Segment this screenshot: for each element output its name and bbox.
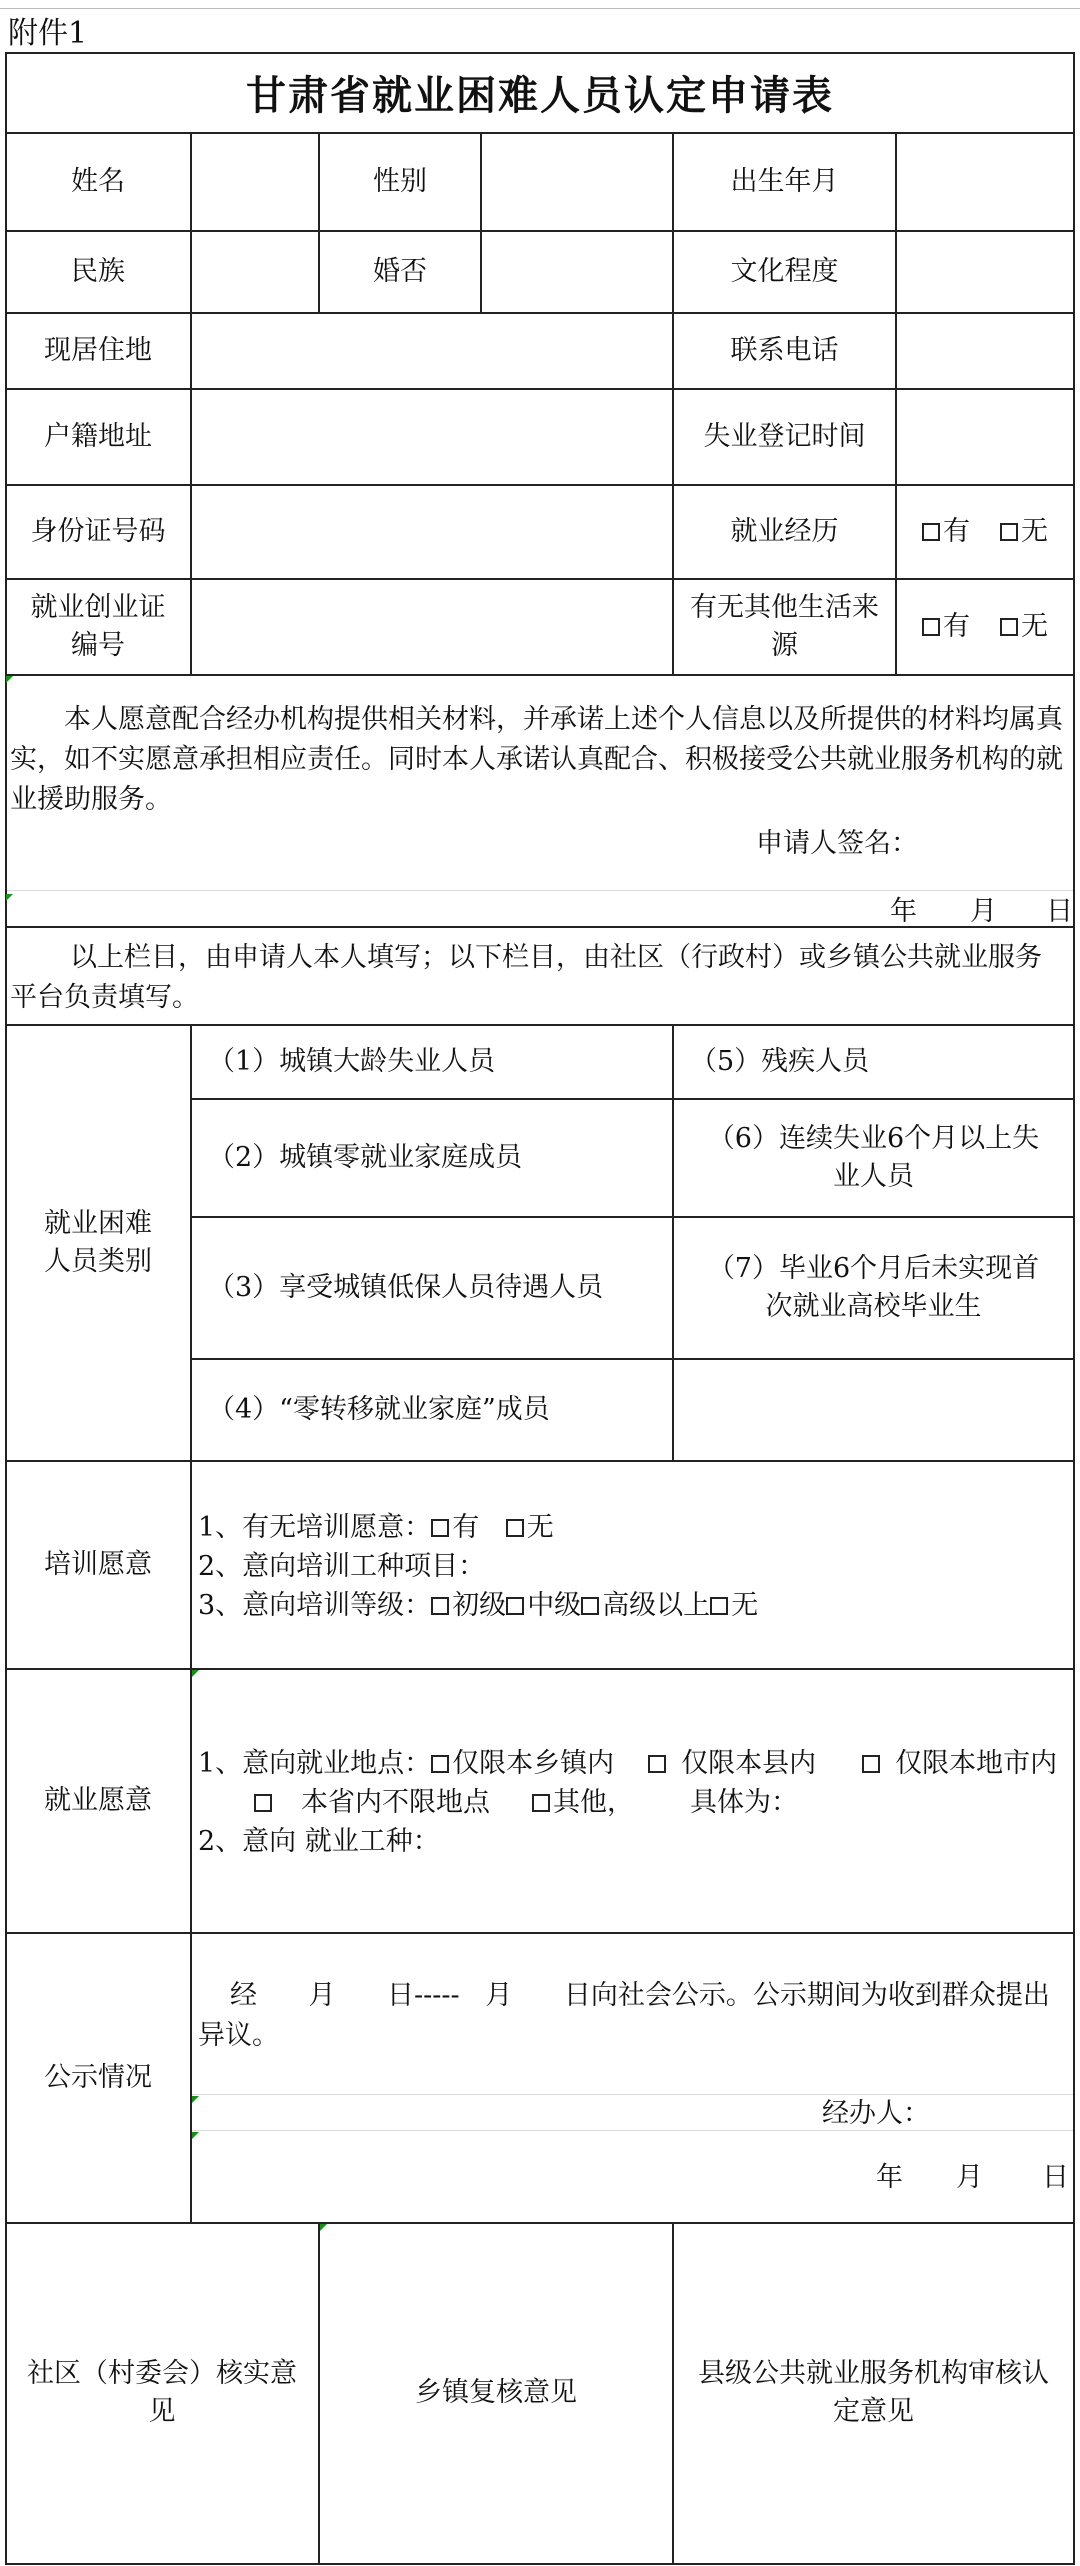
training-line-2: 2、意向培训工种项目：: [198, 1551, 486, 1582]
category-option[interactable]: （4）“零转移就业家庭”成员: [208, 1393, 550, 1425]
gender-input[interactable]: [482, 133, 672, 230]
checkbox[interactable]: [648, 1755, 666, 1773]
attachment-label: 附件1: [8, 16, 88, 51]
cell-marker: [192, 2096, 199, 2103]
date-month: 月: [970, 896, 997, 927]
date-year: 年: [890, 896, 917, 927]
top-border: [0, 8, 1080, 9]
date-day: 日: [1046, 896, 1073, 927]
other-income-options: [897, 579, 1073, 674]
checkbox[interactable]: [532, 1794, 550, 1812]
checkbox[interactable]: [431, 1755, 449, 1773]
checkbox[interactable]: [862, 1755, 880, 1773]
rule: [1073, 52, 1075, 2564]
unemployment-date-input[interactable]: [897, 389, 1073, 484]
checkbox[interactable]: [506, 1597, 524, 1615]
cell-marker: [192, 1670, 199, 1677]
publicity-year: 年: [876, 2162, 903, 2193]
faint-rule: [5, 890, 1075, 891]
id-number-label: 身份证号码: [30, 515, 166, 547]
unemployment-date-label: 失业登记时间: [703, 420, 866, 452]
education-input[interactable]: [897, 231, 1073, 312]
rule: [5, 2563, 1075, 2565]
faint-rule: [192, 2130, 1075, 2131]
cell-marker: [192, 2132, 199, 2139]
category-option[interactable]: （5）残疾人员: [690, 1045, 870, 1077]
publicity-day: 日: [1042, 2162, 1069, 2193]
marital-input[interactable]: [482, 231, 672, 312]
cell-marker: [6, 676, 13, 683]
rule: [5, 674, 1075, 676]
work-experience-options: [897, 485, 1073, 578]
checkbox[interactable]: [254, 1794, 272, 1812]
name-label: 姓名: [71, 165, 125, 197]
option-no: 无: [1021, 515, 1048, 547]
checkbox[interactable]: [922, 618, 940, 636]
checkbox[interactable]: [922, 523, 940, 541]
employment-content: [198, 1744, 1068, 1861]
form-title: 甘肃省就业困难人员认定申请表: [246, 72, 834, 119]
checkbox[interactable]: [431, 1519, 449, 1537]
training-content: [198, 1508, 1068, 1625]
ethnicity-label: 民族: [71, 255, 125, 287]
hukou-input[interactable]: [192, 389, 672, 484]
rule: [5, 52, 1075, 54]
checkbox[interactable]: [431, 1597, 449, 1615]
community-review[interactable]: 社区（村委会）核实意见: [27, 2358, 297, 2427]
category-label: 就业困难人员类别: [44, 1207, 152, 1277]
category-option[interactable]: （6）连续失业6个月以上失业人员: [707, 1122, 1040, 1192]
birth-label: 出生年月: [730, 165, 839, 197]
cell-marker: [6, 894, 13, 901]
category-option[interactable]: （7）毕业6个月后未实现首次就业高校毕业生: [707, 1252, 1040, 1322]
phone-input[interactable]: [897, 313, 1073, 388]
option-no: 无: [1021, 610, 1048, 642]
marital-label: 婚否: [373, 255, 427, 287]
residence-label: 现居住地: [44, 334, 152, 366]
checkbox[interactable]: [1000, 618, 1018, 636]
checkbox[interactable]: [1000, 523, 1018, 541]
certificate-number-label: 就业创业证编号: [30, 591, 166, 661]
name-input[interactable]: [192, 133, 318, 230]
category-option[interactable]: （3）享受城镇低保人员待遇人员: [208, 1271, 604, 1303]
checkbox[interactable]: [581, 1597, 599, 1615]
certificate-number-input[interactable]: [192, 579, 672, 674]
township-review[interactable]: 乡镇复核意见: [415, 2377, 577, 2408]
employment-line-1: 1、意向就业地点： 仅限本乡镇内 仅限本县内 仅限本地市内本省内不限地点 其他， 具体为：: [198, 1748, 1058, 1818]
option-yes: 有: [943, 515, 970, 547]
hukou-label: 户籍地址: [44, 420, 152, 452]
work-experience-label: 就业经历: [730, 515, 839, 547]
county-review[interactable]: 县级公共就业服务机构审核认定意见: [698, 2358, 1049, 2427]
applicant-signature-label: 申请人签名：: [756, 828, 918, 859]
training-label: 培训愿意: [44, 1548, 152, 1580]
option-yes: 有: [943, 610, 970, 642]
handler-label: 经办人：: [822, 2098, 930, 2129]
employment-label: 就业愿意: [44, 1784, 152, 1816]
residence-input[interactable]: [192, 313, 672, 388]
category-option[interactable]: （2）城镇零就业家庭成员: [208, 1141, 523, 1173]
category-option[interactable]: （1）城镇大龄失业人员: [208, 1045, 496, 1077]
phone-label: 联系电话: [730, 334, 839, 366]
publicity-label: 公示情况: [44, 2061, 152, 2093]
declaration-text: 本人愿意配合经办机构提供相关材料，并承诺上述个人信息以及所提供的材料均属真实，如不实愿意承担相应责任。同时本人承诺认真配合、积极接受公共就业服务机构的就业援助服务。: [10, 704, 1063, 815]
other-income-label: 有无其他生活来源: [690, 591, 879, 661]
id-number-input[interactable]: [192, 485, 672, 578]
birth-input[interactable]: [897, 133, 1073, 230]
publicity-text: 经 月 日----- 月 日向社会公示。公示期间为收到群众提出异议。: [198, 1980, 1050, 2051]
training-line-1: 1、有无培训愿意： 有 无: [198, 1512, 554, 1543]
gender-label: 性别: [373, 165, 427, 197]
checkbox[interactable]: [710, 1597, 728, 1615]
ethnicity-input[interactable]: [192, 231, 318, 312]
checkbox[interactable]: [506, 1519, 524, 1537]
employment-line-2: 2、意向 就业工种：: [198, 1826, 440, 1857]
publicity-month: 月: [956, 2162, 983, 2193]
training-line-3: 3、意向培训等级： 初级 中级 高级以上 无: [198, 1590, 759, 1621]
instruction-note: 以上栏目，由申请人本人填写；以下栏目，由社区（行政村）或乡镇公共就业服务平台负责填写。: [10, 942, 1042, 1013]
education-label: 文化程度: [730, 255, 839, 287]
faint-rule: [192, 2094, 1075, 2095]
